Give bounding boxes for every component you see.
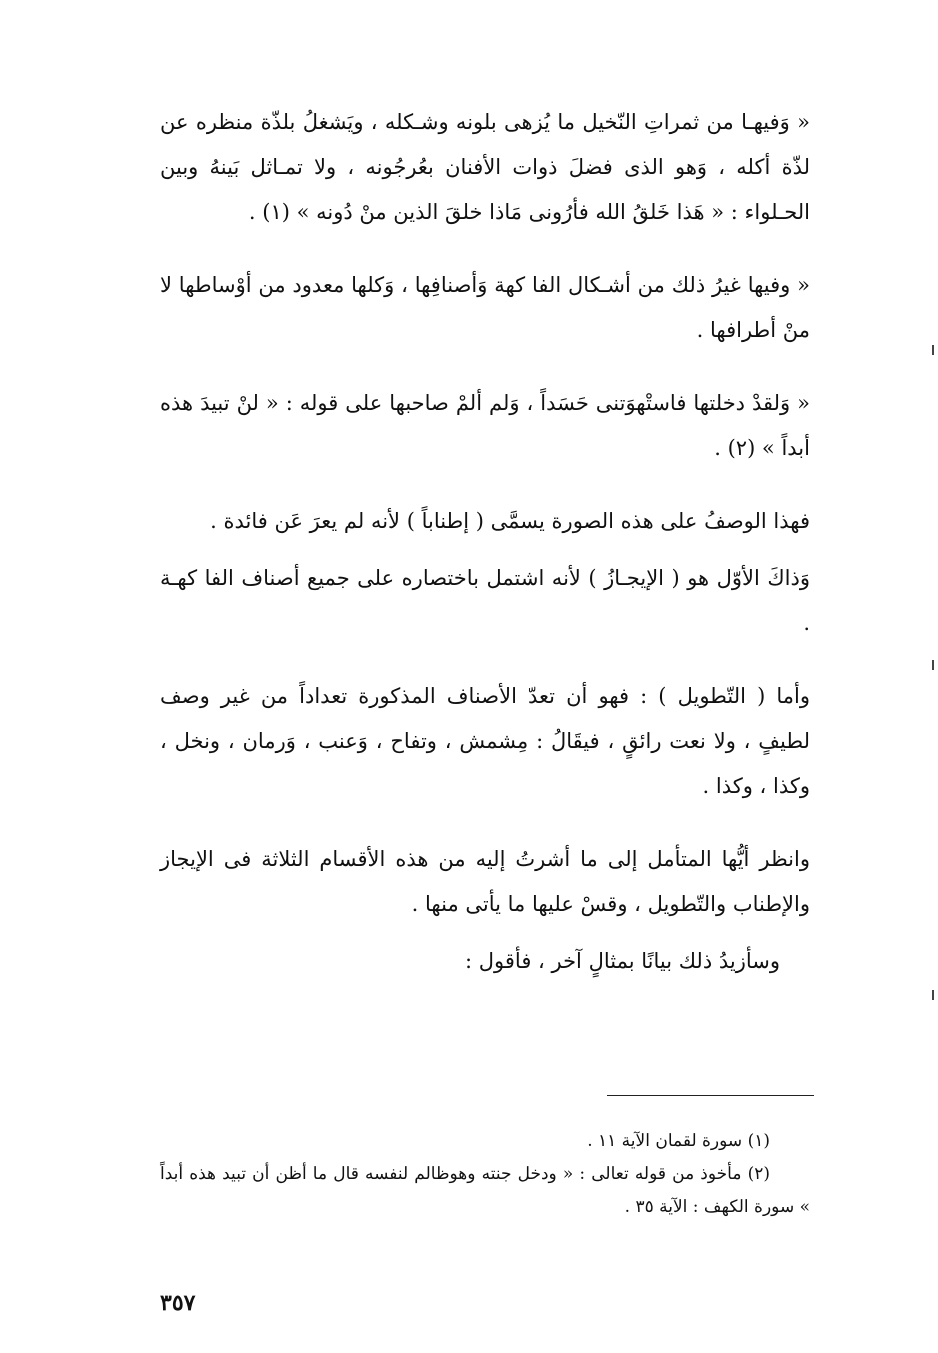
margin-mark	[932, 990, 934, 1000]
paragraph-reflect: وانظر أيُّها المتأمل إلى ما أشرتُ إليه من هذه الأقسام الثلاثة فى الإيجاز والإطناب والتّطويل ، وقسْ عليها ما يأتى منها .	[160, 847, 810, 916]
footnote-divider	[607, 1095, 814, 1096]
margin-mark	[932, 345, 934, 355]
footnote-2: (٢) مأخوذ من قوله تعالى : « ودخل جنته وهوظالم لنفسه قال ما أظن أن تبيد هذه أبداً » سورة الكهف : الآية ٣٥ .	[160, 1164, 810, 1217]
paragraph-envy: « وَلقدْ دخلتها فاستْهوَتنى حَسَداً ، وَلم ألمْ صاحبها على قوله : « لنْ تبيدَ هذه أبداً » (٢) .	[160, 391, 810, 460]
footnotes	[160, 1125, 810, 1224]
main-text	[160, 100, 810, 1012]
paragraph-another-example: وسأزيدُ ذلك بيانًا بمثالٍ آخر ، فأقول :	[465, 949, 780, 973]
paragraph-itnab-definition: فهذا الوصفُ على هذه الصورة يسمَّى ( إطناباً ) لأنه لم يعرَ عَن فائدة .	[210, 509, 810, 533]
paragraph-palm-description: « وَفيهـا من ثمراتِ النّخيل ما يُزهى بلونه وشـكله ، ويَشغلُ بلذّة منظره عن لذّة أكله ، وَهو الذى فضلَ ذوات الأفنان بعُرجُونه ، ولا تمـاثل بَينهُ وبين الحـلواء : « هَذا خَلقُ الله فأرُونى مَاذا خلقَ الذين منْ دُونه » (١) .	[160, 110, 810, 224]
footnote-1: (١) سورة لقمان الآية ١١ .	[587, 1131, 770, 1151]
margin-mark	[932, 660, 934, 670]
paragraph-ijaz-definition: وَذاكَ الأوّل هو ( الإيجـازُ ) لأنه اشتمل باختصاره على جميع أصناف الفا كهـة .	[160, 566, 810, 635]
page-number: ٣٥٧	[160, 1290, 196, 1316]
paragraph-tatwil-definition: وأما ( التّطويل ) : فهو أن تعدّ الأصناف المذكورة تعداداً من غير وصف لطيفٍ ، ولا نعت رائقٍ ، فيقَالُ : مِشمش ، وتفاح ، وَعنب ، وَرمان ، ونخل ، وكذا ، وكذا .	[160, 684, 810, 798]
paragraph-fruit-kinds: « وفيها غيرُ ذلك من أشـكال الفا كهة وَأصنافِها ، وَكلها معدود من أوْساطها لا منْ أطرافها .	[160, 273, 810, 342]
